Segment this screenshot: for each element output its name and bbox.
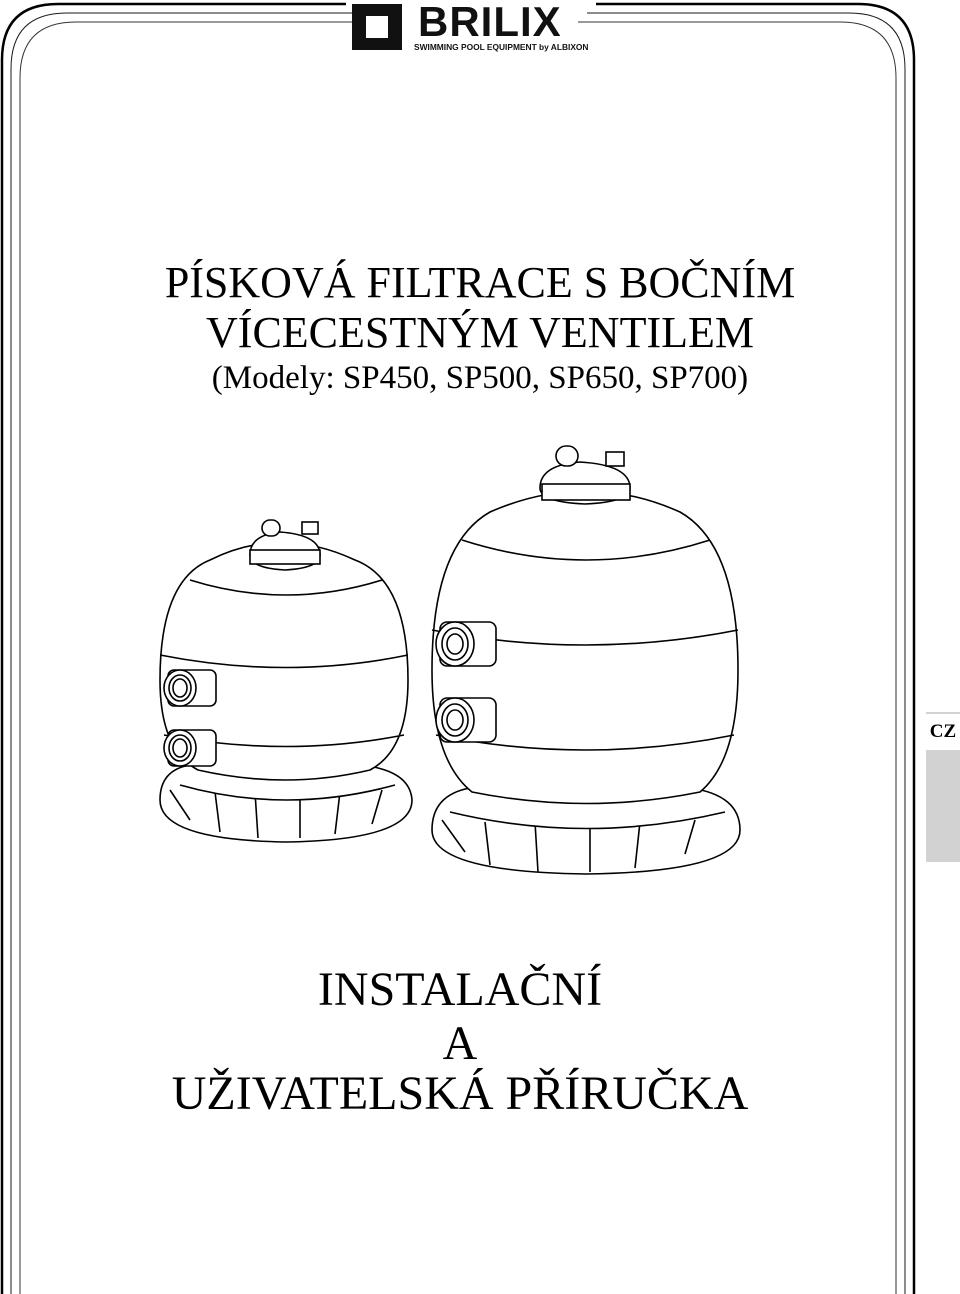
- manual-title-line-1: INSTALAČNÍ: [317, 963, 603, 1016]
- sand-filters-illustration: [150, 440, 750, 890]
- language-tab: CZ: [926, 714, 960, 750]
- manual-title-line-2: A: [442, 1017, 478, 1070]
- brand-name: BRILIX: [418, 0, 562, 45]
- manual-title-line-3: UŽIVATELSKÁ PŘÍRUČKA: [171, 1067, 749, 1120]
- brand-logo-mark-icon: [352, 4, 402, 50]
- document-title-line-2: VÍCECESTNÝM VENTILEM: [206, 308, 754, 357]
- document-title-line-1: PÍSKOVÁ FILTRACE S BOČNÍM: [164, 258, 796, 307]
- brand-tagline: SWIMMING POOL EQUIPMENT by ALBIXON: [414, 42, 589, 52]
- models-subtitle: (Modely: SP450, SP500, SP650, SP700): [211, 360, 749, 396]
- small-filter-tank-icon: [160, 520, 412, 842]
- large-filter-tank-icon: [432, 446, 740, 874]
